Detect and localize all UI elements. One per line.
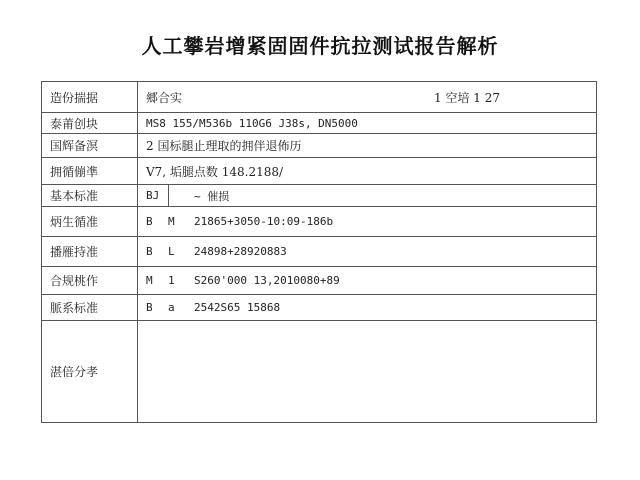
row-label: 湛倍分孝 — [42, 321, 138, 422]
row-split-value — [138, 267, 596, 294]
form-row — [42, 267, 596, 295]
row-value: MS8 155/M536b 110G6 J38s, DN5000 — [146, 116, 358, 130]
row-label: 脈系标准 — [42, 295, 138, 320]
row-cell-a: B — [146, 245, 153, 258]
row-label: 造份揣据 — [42, 82, 138, 112]
row-cell-b: L — [168, 245, 175, 258]
form-row — [42, 185, 596, 207]
notes-area — [138, 321, 596, 422]
page-title: 人工攀岩增紧固固件抗拉测试报告解析 — [141, 34, 499, 58]
row-value: V7, 垢腿点数 148.2188/ — [146, 164, 284, 179]
form-row — [42, 295, 596, 321]
row-cell-c: 2542S65 15868 — [194, 301, 281, 314]
row-value: 2 国标腿止理取的拥伴退佈历 — [146, 139, 302, 153]
row-cell-c: 21865+3050-10:09-186b — [194, 215, 334, 228]
row-cell-a: M — [146, 274, 153, 287]
row-label: 合规桃作 — [42, 267, 138, 294]
row-cell-b: a — [168, 301, 175, 314]
form-row — [42, 237, 596, 267]
form-row — [42, 207, 596, 237]
row-split-value — [138, 295, 596, 320]
row-label: 炳生循准 — [42, 207, 138, 236]
row-split-value — [138, 185, 596, 206]
form-row — [42, 134, 596, 158]
row-value-text: 郷合实 — [146, 90, 183, 105]
form-row — [42, 113, 596, 134]
row-cell-a: B — [146, 215, 153, 228]
row-cell-a: B — [146, 301, 153, 314]
row-label: 国辉备溟 — [42, 134, 138, 157]
row-note: 1 空培 1 27 — [434, 90, 500, 105]
row-split-value — [138, 207, 596, 236]
row-cell-b: 1 — [168, 274, 175, 287]
row-cell-a: BJ — [146, 189, 160, 202]
row-label: 拥循傰凖 — [42, 158, 138, 184]
row-cell-c: ~ 催损 — [194, 189, 230, 203]
row-cell-c: S260'000 13,2010080+89 — [194, 274, 340, 287]
row-cell-b: M — [168, 215, 175, 228]
form-row — [42, 158, 596, 185]
cell-divider — [168, 185, 169, 206]
row-label: 基本标准 — [42, 185, 138, 206]
row-cell-c: 24898+28920883 — [194, 245, 287, 258]
form-row-notes — [42, 321, 596, 422]
form-row — [42, 82, 596, 113]
row-split-value — [138, 237, 596, 266]
row-label: 泰莆创块 — [42, 113, 138, 133]
row-cell-b — [168, 185, 194, 206]
row-value — [138, 82, 596, 112]
row-label: 播雁持准 — [42, 237, 138, 266]
report-form — [41, 81, 597, 423]
